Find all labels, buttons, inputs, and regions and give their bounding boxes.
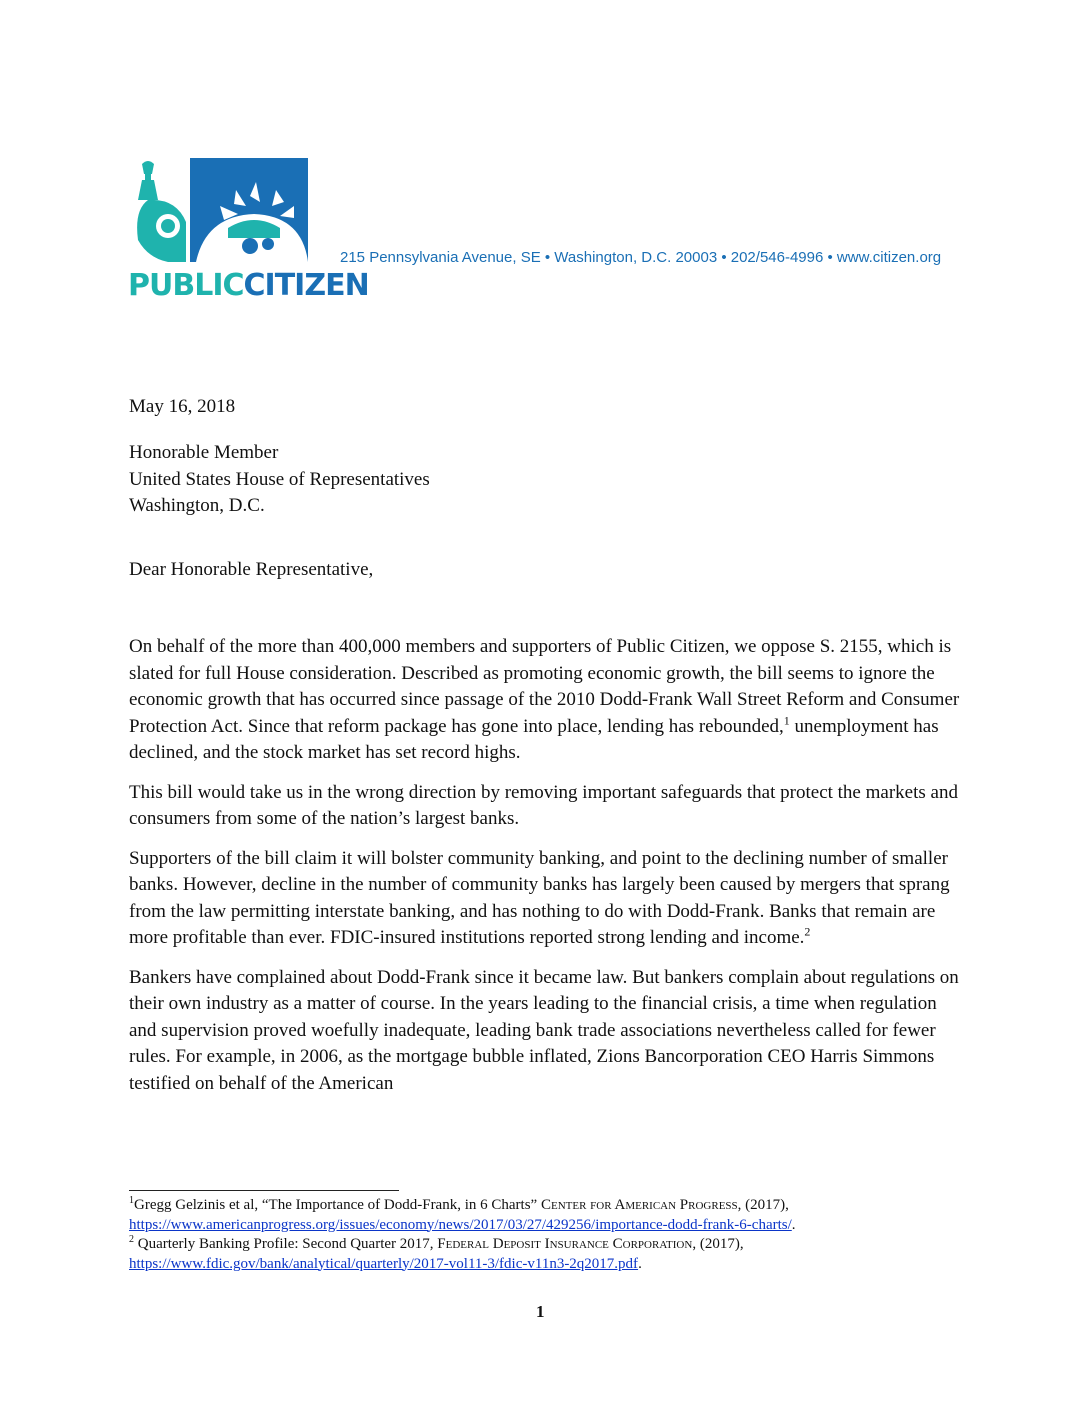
footnote-2: $^2$ Quarterly Banking Profile: Second Quarter 2017, Federal Deposit Insurance Corporation, (2017), https://www.fdic.gov/bank/analytical/quarterly/2017-vol11-3/fdic-v11n3-2q2017.pdf. — [129, 1234, 744, 1272]
letter-date: May 16, 2018 — [129, 396, 236, 417]
footnote-2-after: , (2017), — [692, 1236, 744, 1252]
footnote-divider — [129, 1190, 399, 1191]
footnote-1-link[interactable]: https://www.americanprogress.org/issues/economy/news/2017/03/27/429256/importance-dodd-frank-6-charts/ — [129, 1216, 792, 1233]
page-number: 1 — [536, 1302, 545, 1321]
footnote-1: $^1$Gregg Gelzinis et al, “The Importance of Dodd-Frank, in 6 Charts” Center for American Progress, (2017), https://www.americanprogress.org/issues/economy/news/2017/03/27/429256/importance-dodd-frank-6-charts/. — [129, 1195, 796, 1233]
recipient-line-2: United States House of Representatives — [129, 468, 430, 490]
wordmark-public: PUBLIC — [128, 268, 244, 303]
body-paragraph-4: Bankers have complained about Dodd-Frank since it became law. But bankers complain about regulations on their own industry as a matter of course. In the years leading to the financial crisis, a time when regulation and supervision proved woefully inadequate, leading bank trade associations nevertheless called for fewer rules. For example, in 2006, as the mortgage bubble inflated, Zions Bancorporation CEO Harris Simmons testified on behalf of the American — [129, 966, 959, 1094]
recipient-line-1: Honorable Member — [129, 442, 279, 463]
footnote-2-text: Quarterly Banking Profile: Second Quarter 2017, — [134, 1236, 438, 1252]
footnote-1-source: Center for American Progress — [540, 1197, 738, 1213]
footnote-1-marker: 1 — [129, 1195, 134, 1206]
statue-of-liberty-logo-icon — [128, 158, 308, 262]
footnote-1-text: Gregg Gelzinis et al, “The Importance of Dodd-Frank, in 6 Charts” — [134, 1197, 541, 1213]
recipient-line-3: Washington, D.C. — [129, 495, 265, 516]
footnote-ref-2: 2 — [804, 924, 811, 939]
footnote-2-source: Federal Deposit Insurance Corporation — [437, 1236, 693, 1252]
footnote-1-after: , (2017), — [737, 1197, 789, 1213]
salutation: Dear Honorable Representative, — [129, 559, 374, 580]
body-paragraph-1 — [129, 634, 962, 767]
recipient-block — [129, 440, 962, 520]
body-paragraph-3 — [129, 846, 962, 952]
footnote-2-marker: 2 — [129, 1234, 134, 1245]
footnote-2-link[interactable]: https://www.fdic.gov/bank/analytical/quarterly/2017-vol11-3/fdic-v11n3-2q2017.pdf — [129, 1255, 639, 1272]
body-paragraph-1-text-b: unemployment has declined, and the stock market has set record highs. — [129, 715, 939, 763]
footnotes — [129, 1196, 969, 1274]
body-paragraph-3-text: Supporters of the bill claim it will bolster community banking, and point to the declining number of smaller banks. However, decline in the number of community banks has largely been caused by mergers that sprang from the law permitting interstate banking, and has nothing to do with Dodd-Frank. Banks that remain are more profitable than ever. FDIC-insured institutions reported strong lending and income. — [129, 847, 950, 948]
public-citizen-logo — [128, 158, 369, 338]
public-citizen-wordmark — [128, 266, 369, 306]
footnote-ref-1: 1 — [783, 713, 790, 728]
body-paragraph-2: This bill would take us in the wrong direction by removing important safeguards that protect the markets and consumers from some of the nation’s largest banks. — [129, 781, 958, 829]
wordmark-citizen: CITIZEN — [243, 268, 369, 303]
letterhead-address: 215 Pennsylvania Avenue, SE • Washington, D.C. 20003 • 202/546-4996 • www.citizen.org — [340, 249, 942, 266]
body-paragraph-1-text-a: On behalf of the more than 400,000 members and supporters of Public Citizen, we oppose S. 2155, which is slated for full House consideration. Described as promoting economic growth, the bill seems to ignore the economic growth that has occurred since passage of the 2010 Dodd-Frank Wall Street Reform and Consumer Protection Act. Since that reform package has gone into place, lending has rebounded, — [129, 636, 960, 737]
letter-body — [129, 634, 962, 1110]
